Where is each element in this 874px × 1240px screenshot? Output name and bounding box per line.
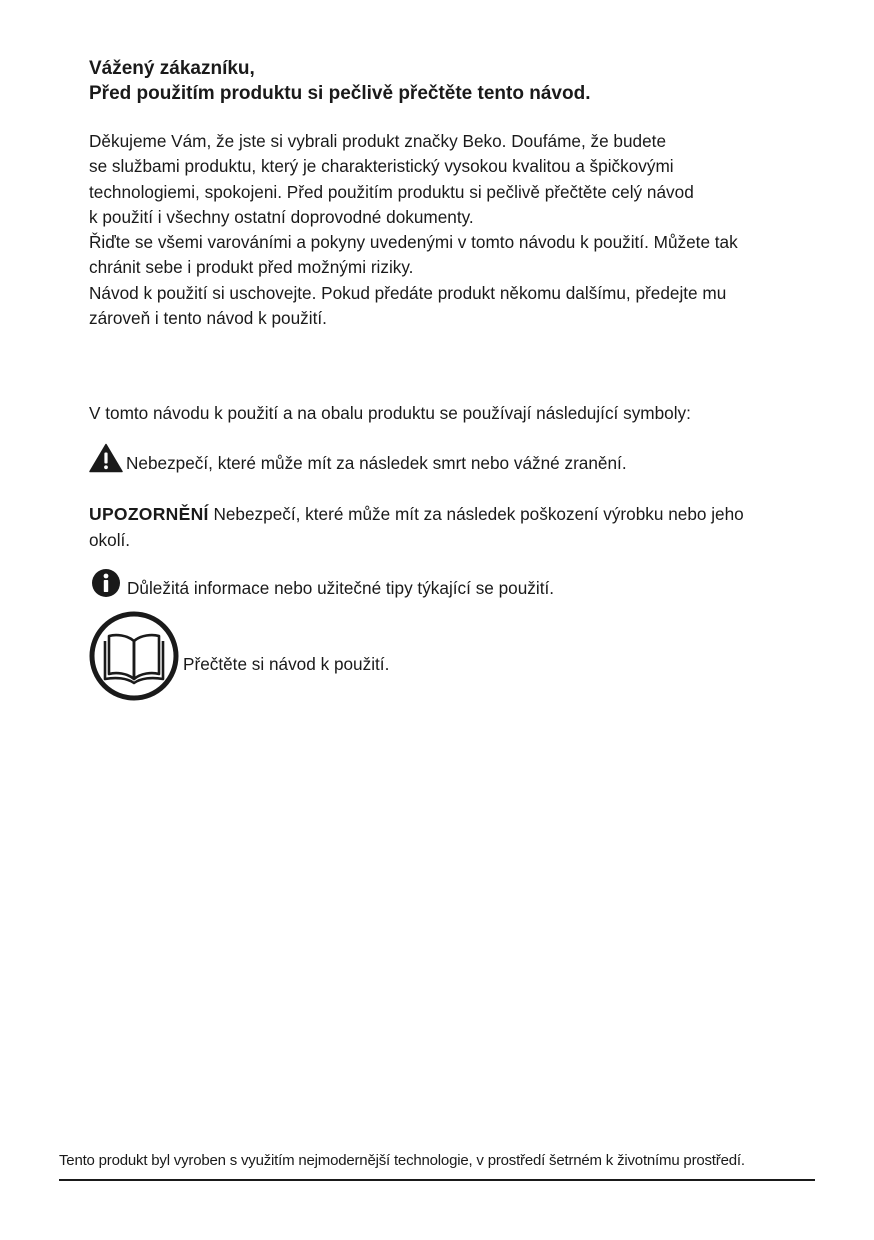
caution-text: Nebezpečí, které může mít za následek poškození výrobku nebo jeho: [208, 504, 744, 524]
caution-label: UPOZORNĚNÍ: [89, 504, 209, 524]
intro-line: Návod k použití si uschovejte. Pokud předáte produkt někomu dalšímu, předejte mu: [89, 282, 727, 303]
footer-divider: [59, 1179, 815, 1181]
intro-line: Řiďte se všemi varováními a pokyny uvedenými v tomto návodu k použití. Můžete tak: [89, 232, 738, 253]
intro-line: zároveň i tento návod k použití.: [89, 308, 327, 329]
intro-line: Děkujeme Vám, že jste si vybrali produkt značky Beko. Doufáme, že budete: [89, 131, 667, 151]
footer-note: Tento produkt byl vyroben s využitím nejmodernější technologie, v prostředí šetrném k životnímu prostředí.: [59, 1152, 745, 1169]
danger-text: Nebezpečí, které může mít za následek smrt nebo vážné zranění.: [126, 453, 627, 473]
intro-line: technologiemi, spokojeni. Před použitím produktu si pečlivě přečtěte celý návod: [89, 181, 694, 202]
intro-line: se službami produktu, který je charakteristický vysokou kvalitou a špičkovými: [89, 156, 674, 177]
caution-text-continued: okolí.: [89, 530, 131, 550]
intro-paragraph: [89, 129, 829, 331]
greeting-block: [89, 56, 829, 106]
greeting-instruction: Před použitím produktu si pečlivě přečtěte tento návod.: [89, 83, 591, 104]
intro-line: chránit sebe i produkt před možnými riziky.: [89, 257, 414, 278]
greeting-salutation: Vážený zákazníku,: [89, 58, 255, 79]
manual-text: Přečtěte si návod k použití.: [183, 654, 390, 674]
symbol-manual-row: [89, 611, 829, 703]
info-text: Důležitá informace nebo užitečné tipy týkající se použití.: [127, 578, 555, 598]
symbol-caution-row: [89, 501, 829, 553]
symbols-lead: V tomto návodu k použití a na obalu produktu se používají následující symboly:: [89, 403, 691, 423]
read-manual-book-icon: [89, 611, 179, 701]
intro-line: k použití i všechny ostatní doprovodné dokumenty.: [89, 206, 474, 227]
info-circle-icon: [91, 568, 121, 598]
warning-triangle-icon: [89, 443, 123, 473]
